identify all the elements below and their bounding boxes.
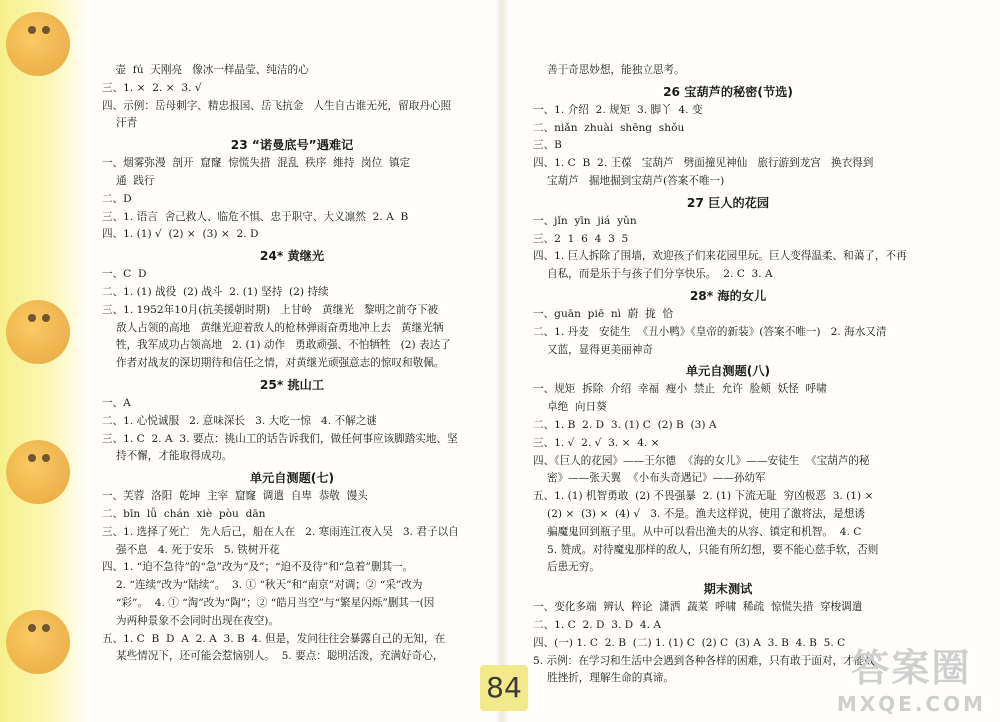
answer-line: 卓绝 向日葵 xyxy=(547,401,607,414)
answer-line: 三、1. 选择了死亡 先人后己，船在人在 2. 寒雨连江夜入吴 3. 君子以自 xyxy=(102,525,459,538)
answer-line: 二、1. B 2. D 3. (1) C (2) B (3) A xyxy=(533,418,717,431)
answer-line: 又蓝，显得更美丽神奇 xyxy=(547,343,653,356)
answer-line: 善于奇思妙想，能独立思考。 xyxy=(547,64,685,76)
answer-line: 四、(一) 1. C 2. B (二) 1. (1) C (2) C (3) A 3. B 4. B 5. C xyxy=(533,636,846,649)
cartoon-mouse-icon xyxy=(6,440,70,504)
answer-line: 三、1. 1952年10月(抗美援朝时期) 上甘岭 黄继光 黎明之前夺下被 xyxy=(102,303,439,316)
decorative-margin-strip xyxy=(0,0,82,722)
answer-line: “彩”。 4. ① “淘”改为“陶”；② “皓月当空”与“繁星闪烁”删其一(因 xyxy=(116,596,435,609)
answer-line: 密》——张天翼 《小布头奇遇记》——孙幼军 xyxy=(547,472,766,485)
answer-line: 汗青 xyxy=(116,117,138,130)
answer-line: 四、1. 巨人拆除了围墙，欢迎孩子们来花园里玩。巨人变得温柔、和蔼了，不再 xyxy=(533,250,907,263)
section-heading: 25* 挑山工 xyxy=(259,377,325,392)
section-heading: 26 宝葫芦的秘密(节选) xyxy=(663,84,793,99)
answer-line: 作者对战友的深切期待和信任之情，对黄继光顽强意志的惊叹和敬佩。 xyxy=(116,357,445,370)
section-heading: 期末测试 xyxy=(703,582,753,597)
answer-line: 二、1. (1) 战役 (2) 战斗 2. (1) 坚持 (2) 持续 xyxy=(102,285,329,298)
answer-line: 三、1. × 2. × 3. √ xyxy=(102,81,202,94)
answer-line: 五、1. (1) 机智勇敢 (2) 不畏强暴 2. (1) 下流无耻 穷凶极恶 3. (1) × xyxy=(533,490,874,503)
answer-line: 二、1. 心悦诚服 2. 意味深长 3. 大吃一惊 4. 不解之谜 xyxy=(102,414,377,427)
answer-line: 三、2 1 6 4 3 5 xyxy=(533,232,629,245)
section-heading: 27 巨人的花园 xyxy=(686,195,770,210)
answer-line: 二、bīn lǚ chán xiè pòu dān xyxy=(102,507,266,520)
answer-line: 三、B xyxy=(533,139,562,152)
answer-line: 三、1. C 2. A 3. 要点：挑山工的话告诉我们，做任何事应该脚踏实地、坚 xyxy=(102,432,458,445)
answer-line: 二、D xyxy=(102,192,132,205)
answer-line: 一、A xyxy=(102,396,131,409)
answer-line: 骗魔鬼回到瓶子里。从中可以看出渔夫的从容、镇定和机智。 4. C xyxy=(547,525,862,538)
answer-line: 四、1. “迫不急待”的“急”改为“及”；“迫不及待”和“急着”删其一。 xyxy=(102,561,414,574)
answer-line: 自私，而是乐于与孩子们分享快乐。 2. C 3. A xyxy=(547,268,773,281)
answer-line: 为两种景象不会同时出现在夜空)。 xyxy=(116,614,280,627)
answer-line: 通 践行 xyxy=(116,174,155,187)
cartoon-tiger-icon xyxy=(6,610,70,674)
section-heading: 28* 海的女儿 xyxy=(689,288,767,303)
answer-line: 一、变化多端 辨认 粹论 潇洒 蔬菜 呼啸 稀疏 惊慌失措 穿梭调遣 xyxy=(533,601,863,614)
answer-line: 四、示例：岳母刺字、精忠报国、岳飞抗金 人生自古谁无死，留取丹心照 xyxy=(102,99,452,112)
answer-line: 一、烟雾弥漫 剖开 窟窿 惊慌失措 混乱 秩序 維持 岗位 镇定 xyxy=(102,157,411,170)
answer-line: 二、1. C 2. D 3. D 4. A xyxy=(533,618,662,631)
answer-line: 某些情况下，还可能会惹恼别人。 5. 要点：聪明活泼，充满好奇心， xyxy=(116,650,444,663)
answer-line: 2. “连续”改为“陆续”。 3. ① “秋天”和“南京”对调；② “采”改为 xyxy=(116,579,423,592)
answer-line: 二、niǎn zhuài shēng shǒu xyxy=(533,121,685,134)
page-number: 84 xyxy=(480,665,528,711)
answer-line: 一、jǐn yīn jiá yǔn xyxy=(533,214,637,227)
answer-line: 5. 示例：在学习和生活中会遇到各种各样的困难，只有敢于面对，才能战 xyxy=(533,654,875,667)
cartoon-rabbit-icon xyxy=(6,12,70,76)
answer-line: 壶 fú 天刚亮 像冰一样晶莹、纯洁的心 xyxy=(102,64,309,76)
answer-line: 宝葫芦 掘地掘到宝葫芦(答案不唯一) xyxy=(547,174,725,187)
answer-line: (2) × (3) × (4) √ 3. 不是。渔夫这样说，使用了激将法，是想诱 xyxy=(547,507,865,520)
section-heading: 24* 黄继光 xyxy=(259,249,325,264)
answer-line: 胜挫折，理解生命的真谛。 xyxy=(547,672,675,685)
answer-line: 强不息 4. 死于安乐 5. 铁树开花 xyxy=(116,543,280,556)
right-page-column xyxy=(533,62,923,688)
answer-line: 一、芙蓉 洛阳 乾坤 主宰 窟窿 调遣 自卑 恭敬 馒头 xyxy=(102,490,368,503)
answer-line: 一、规矩 拆除 介绍 幸福 瘦小 禁止 允许 脸颊 妖怪 呼啸 xyxy=(533,383,827,396)
left-page-column xyxy=(102,62,482,666)
book-gutter xyxy=(495,0,509,722)
answer-line: 持不懈，才能取得成功。 xyxy=(116,450,233,463)
cartoon-lion-icon xyxy=(6,300,70,364)
answer-line: 敌人占领的高地 黄继光迎着敌人的枪林弹雨奋勇地冲上去 黄继光牺 xyxy=(116,321,444,334)
answer-line: 二、1. 丹麦 安徒生 《丑小鸭》《皇帝的新装》(答案不唯一) 2. 海水又清 xyxy=(533,325,887,338)
answer-line: 四、1. C B 2. 王葆 宝葫芦 劈面撞见神仙 旅行游到龙宫 换衣得到 xyxy=(533,157,874,170)
answer-line: 一、1. 介绍 2. 规矩 3. 脚丫 4. 变 xyxy=(533,103,703,116)
watermark-url: MXQE.COM xyxy=(836,692,986,716)
section-heading: 单元自测题(八) xyxy=(685,364,771,379)
answer-line: 五、1. C B D A 2. A 3. B 4. 但是，发问往往会暴露自己的无知，在 xyxy=(102,632,446,645)
section-heading: 单元自测题(七) xyxy=(249,471,335,486)
watermark xyxy=(837,637,986,716)
answer-line: 后患无穷。 xyxy=(547,561,600,574)
answer-line: 一、guān piē nì 蔚 拢 恰 xyxy=(533,307,674,320)
watermark-logo: 答案圈 xyxy=(851,646,972,690)
section-heading: 23 “诺曼底号”遇难记 xyxy=(230,138,354,153)
answer-line: 5. 赞成。对待魔鬼那样的敌人，只能有所幻想，要不能心慈手软，否则 xyxy=(547,543,879,556)
answer-line: 三、1. 语言 舍己救人、临危不惧、忠于职守、大义凛然 2. A B xyxy=(102,210,409,223)
answer-line: 一、C D xyxy=(102,268,147,281)
answer-line: 三、1. √ 2. √ 3. × 4. × xyxy=(533,436,660,449)
answer-line: 四、1. (1) √ (2) × (3) × 2. D xyxy=(102,228,259,241)
answer-line: 四、《巨人的花园》——王尔德 《海的女儿》——安徒生 《宝葫芦的秘 xyxy=(533,454,870,467)
answer-line: 牲，我军成功占领高地 2. (1) 动作 勇敢顽强、不怕牺牲 (2) 表达了 xyxy=(116,339,451,352)
